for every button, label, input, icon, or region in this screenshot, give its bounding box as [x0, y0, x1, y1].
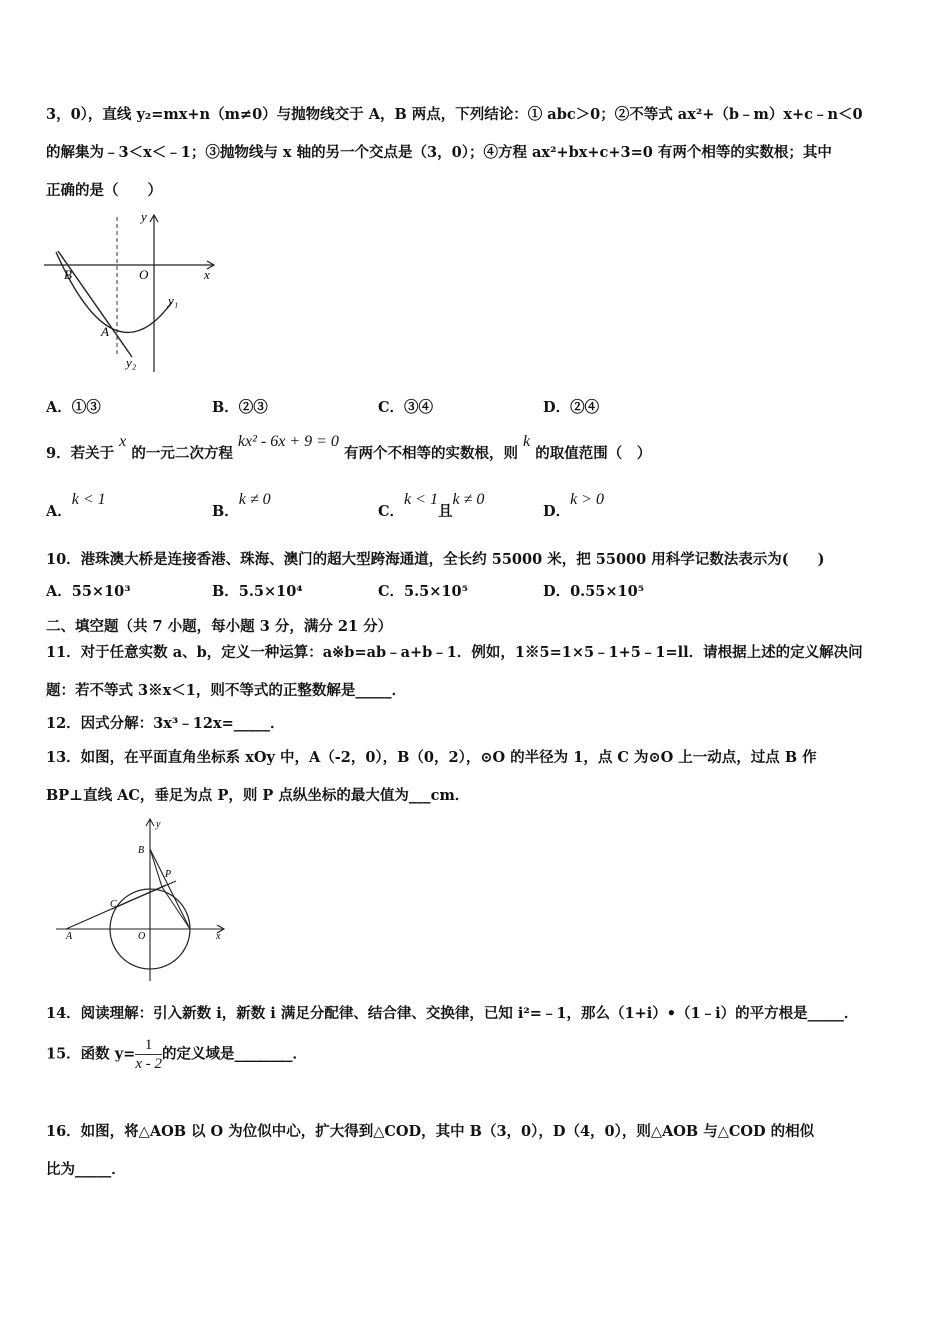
q8-fig-label-x: x [204, 267, 210, 282]
q10-option-b: B．5.5×10⁴ [212, 583, 303, 600]
q9-option-c: C．k < 1且k ≠ 0 [378, 491, 485, 520]
q8-parabola-figure [44, 207, 224, 377]
q9-option-a: A．k < 1 [46, 491, 106, 520]
q9-option-d: D．k > 0 [543, 491, 604, 520]
q11-line2: 题：若不等式 3※x＜1，则不等式的正整数解是_____． [46, 682, 407, 699]
q15-line [46, 1036, 307, 1073]
q8-line1: 3，0），直线 y₂=mx+n（m≠0）与抛物线交于 A，B 两点，下列结论：① abc＞0；②不等式 ax²+（b﹣m）x+c﹣n＜0 [46, 106, 863, 123]
q8-option-b: B．②③ [212, 399, 268, 416]
q9-mid1: 的一元二次方程 [131, 445, 233, 462]
q11-line1: 11．对于任意实数 a、b，定义一种运算：a※b=ab﹣a+b﹣1．例如，1※5=1×5﹣1+5﹣1=ll．请根据上述的定义解决问 [46, 644, 863, 661]
q13-fig-label-p: P [165, 869, 172, 880]
q8-fig-label-b: B [64, 267, 72, 282]
q13-fig-label-a: A [66, 931, 73, 942]
q9-var-k: k [523, 433, 531, 450]
q9-suffix: 的取值范围（ ） [535, 445, 652, 462]
q13-fig-label-o: O [138, 931, 146, 942]
q9-prefix: 9．若关于 [46, 445, 115, 462]
q13-line1: 13．如图，在平面直角坐标系 xOy 中，A（-2，0），B（0，2），⊙O 的半径为 1，点 C 为⊙O 上一动点，过点 B 作 [46, 749, 817, 766]
q8-option-d: D．②④ [543, 399, 600, 416]
q9-equation: kx² - 6x + 9 = 0 [237, 433, 339, 450]
q8-line2: 的解集为﹣3＜x＜﹣1；③抛物线与 x 轴的另一个交点是（3，0）；④方程 ax²+bx+c+3=0 有两个相等的实数根；其中 [46, 144, 832, 161]
q8-fig-label-a: A [101, 324, 109, 339]
q16-line2: 比为_____． [46, 1161, 126, 1178]
q16-line1: 16．如图，将△AOB 以 O 为位似中心，扩大得到△COD，其中 B（3，0），D（4，0），则△AOB 与△COD 的相似 [46, 1123, 815, 1140]
q13-fig-label-c: C [110, 899, 117, 910]
q8-option-c: C．③④ [378, 399, 434, 416]
q15-fraction: $\frac{1}{x - 2}$ [135, 1037, 162, 1072]
q9-mid2: 有两个不相等的实数根，则 [343, 445, 518, 462]
q15-prefix: 15．函数 y= [46, 1045, 136, 1063]
q13-fig-label-y: y [156, 819, 161, 830]
q8-option-a: A．①③ [46, 399, 101, 416]
q9-var-x: x [119, 433, 127, 450]
q9-option-b: B．k ≠ 0 [212, 491, 271, 520]
q8-fig-label-y2: y₂ [126, 355, 137, 370]
q10-text: 10．港珠澳大桥是连接香港、珠海、澳门的超大型跨海通道，全长约 55000 米，把 55000 用科学记数法表示为( ) [46, 551, 825, 568]
q13-fig-label-x: x [216, 931, 221, 942]
q8-fig-label-y: y [141, 209, 147, 224]
section-2-heading: 二、填空题（共 7 小题，每小题 3 分，满分 21 分） [46, 618, 393, 635]
q10-option-d: D．0.55×10⁵ [543, 583, 645, 600]
q8-fig-label-y1: y₁ [168, 293, 179, 308]
q13-circle-figure [52, 815, 232, 987]
q10-option-c: C．5.5×10⁵ [378, 583, 468, 600]
q10-option-a: A．55×10³ [46, 583, 131, 600]
q13-fig-label-b: B [138, 845, 145, 856]
q12-text: 12．因式分解：3x³﹣12x=_____． [46, 715, 285, 732]
q13-line2: BP⊥直线 AC，垂足为点 P，则 P 点纵坐标的最大值为___cm． [46, 787, 470, 804]
q9-line [46, 433, 652, 463]
q8-line3: 正确的是（ ） [46, 182, 162, 199]
q15-suffix: 的定义域是________． [161, 1045, 307, 1063]
q14-text: 14．阅读理解：引入新数 i，新数 i 满足分配律、结合律、交换律，已知 i²=﹣1，那么（1+i）•（1﹣i）的平方根是_____． [46, 1005, 859, 1022]
q8-fig-label-o: O [139, 267, 149, 282]
